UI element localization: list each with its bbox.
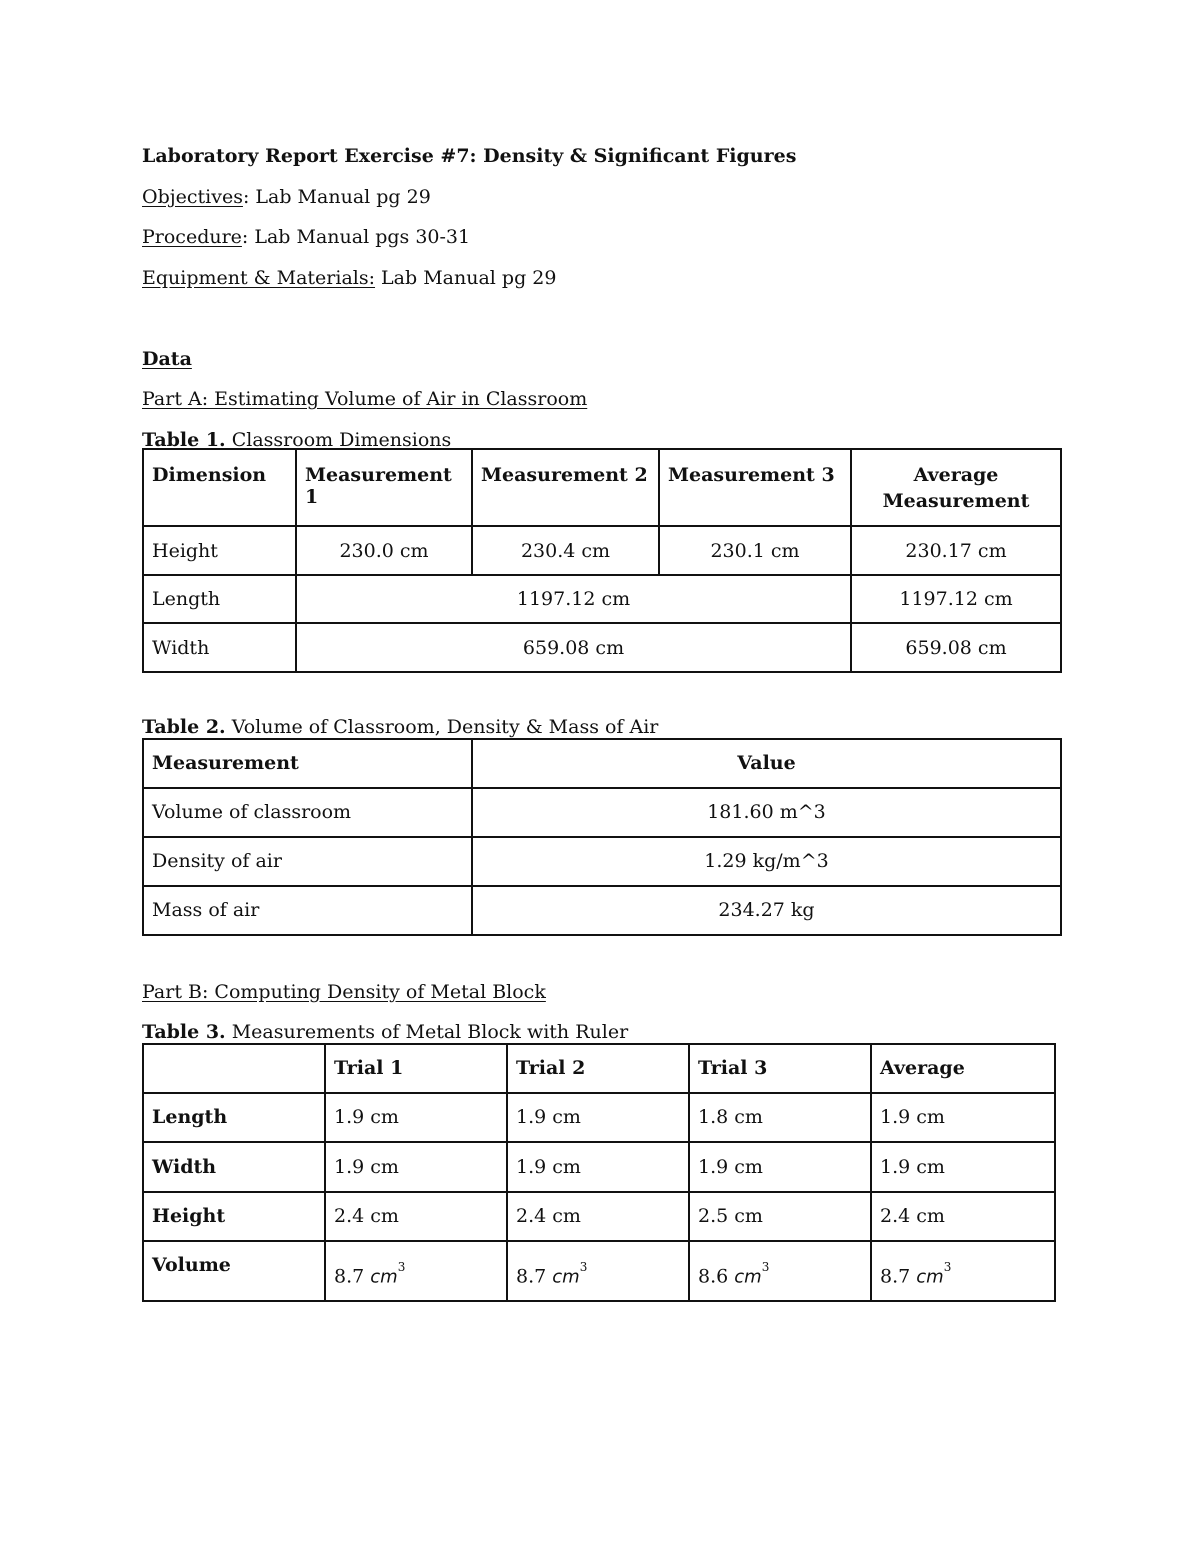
table-header: Trial 2 — [507, 1044, 689, 1093]
classroom-dimensions-table — [142, 448, 1062, 673]
table-row — [143, 623, 1061, 672]
table-cell: 1.29 kg/m^3 — [472, 837, 1061, 886]
table-header: Trial 1 — [325, 1044, 507, 1093]
table-cell: 2.4 cm — [871, 1192, 1055, 1241]
table-row — [143, 837, 1061, 886]
table-header: Measurement 1 — [296, 449, 472, 526]
volume-unit: cm — [552, 1266, 580, 1288]
table-row — [143, 1093, 1055, 1142]
volume-value: 8.7 — [516, 1265, 547, 1288]
table-cell: 1.9 cm — [507, 1142, 689, 1192]
table2-caption-text: Volume of Classroom, Density & Mass of Air — [225, 716, 659, 738]
volume-value: 8.7 — [334, 1265, 365, 1288]
table-cell: Length — [143, 575, 296, 623]
table-header — [143, 1044, 325, 1093]
table-header: Measurement 3 — [659, 449, 851, 526]
volume-value: 8.6 — [698, 1265, 729, 1288]
document-page — [142, 140, 1102, 1302]
table-row — [143, 1192, 1055, 1241]
table-header: Average Measurement — [851, 449, 1061, 526]
volume-cell — [507, 1241, 689, 1301]
table-header: Trial 3 — [689, 1044, 871, 1093]
table-row — [143, 526, 1061, 575]
table-cell: Volume of classroom — [143, 788, 472, 837]
table-cell: Width — [143, 623, 296, 672]
volume-exponent: 3 — [943, 1259, 952, 1274]
objectives-line — [142, 181, 1102, 222]
table-cell: 1.9 cm — [871, 1142, 1055, 1192]
table-cell-merged: 659.08 cm — [296, 623, 851, 672]
table2-caption-label: Table 2. — [142, 716, 226, 738]
row-label: Width — [143, 1142, 325, 1192]
volume-density-mass-table — [142, 738, 1062, 936]
objectives-value: : Lab Manual pg 29 — [242, 185, 431, 208]
table-cell: 1197.12 cm — [851, 575, 1061, 623]
table-cell: 230.4 cm — [472, 526, 659, 575]
table-cell: 230.17 cm — [851, 526, 1061, 575]
table-row — [143, 886, 1061, 935]
row-label: Volume — [143, 1241, 325, 1301]
procedure-label: Procedure — [142, 226, 242, 248]
spacer — [142, 673, 1102, 711]
volume-cell — [871, 1241, 1055, 1301]
volume-exponent: 3 — [579, 1259, 588, 1274]
table-cell: 230.0 cm — [296, 526, 472, 575]
spacer — [142, 936, 1102, 976]
table-cell: 659.08 cm — [851, 623, 1061, 672]
table-cell: 1.9 cm — [507, 1093, 689, 1142]
report-title: Laboratory Report Exercise #7: Density & Significant Figures — [142, 145, 797, 167]
volume-exponent: 3 — [397, 1259, 406, 1274]
table1-caption-label: Table 1. — [142, 428, 226, 451]
volume-unit: cm — [734, 1266, 762, 1288]
table-cell: Mass of air — [143, 886, 472, 935]
procedure-line — [142, 221, 1102, 262]
equipment-line — [142, 262, 1102, 303]
table-header: Measurement — [143, 739, 472, 788]
objectives-label: Objectives — [142, 185, 243, 208]
row-label: Height — [143, 1192, 325, 1241]
table-cell: 1.9 cm — [325, 1142, 507, 1192]
equipment-value: Lab Manual pg 29 — [375, 266, 557, 289]
table-row — [143, 1142, 1055, 1192]
table-cell: 2.4 cm — [325, 1192, 507, 1241]
spacer — [142, 302, 1102, 343]
row-label: Length — [143, 1093, 325, 1142]
volume-cell — [325, 1241, 507, 1301]
table-row — [143, 788, 1061, 837]
volume-value: 8.7 — [880, 1265, 911, 1288]
table-cell: 2.4 cm — [507, 1192, 689, 1241]
table3-caption-label: Table 3. — [142, 1021, 226, 1043]
table-cell: 1.9 cm — [689, 1142, 871, 1192]
equipment-label: Equipment & Materials: — [142, 266, 376, 289]
volume-unit: cm — [916, 1266, 944, 1288]
table-cell-merged: 1197.12 cm — [296, 575, 851, 623]
table-cell: 1.9 cm — [871, 1093, 1055, 1142]
table-cell: 2.5 cm — [689, 1192, 871, 1241]
volume-cell — [689, 1241, 871, 1301]
table-header: Average — [871, 1044, 1055, 1093]
volume-unit: cm — [370, 1266, 398, 1288]
table-cell: 234.27 kg — [472, 886, 1061, 935]
data-heading: Data — [142, 347, 192, 370]
procedure-value: : Lab Manual pgs 30-31 — [241, 226, 471, 248]
table-cell: 1.9 cm — [325, 1093, 507, 1142]
table-row — [143, 575, 1061, 623]
table3-caption-text: Measurements of Metal Block with Ruler — [225, 1021, 629, 1043]
table-cell: 181.60 m^3 — [472, 788, 1061, 837]
table1-caption-text: Classroom Dimensions — [225, 428, 452, 451]
table-cell: 230.1 cm — [659, 526, 851, 575]
part-a-heading: Part A: Estimating Volume of Air in Classroom — [142, 388, 588, 410]
table-header: Value — [472, 739, 1061, 788]
metal-block-table — [142, 1043, 1056, 1302]
table-header: Dimension — [143, 449, 296, 526]
table-cell: Height — [143, 526, 296, 575]
table-row — [143, 1241, 1055, 1301]
table-cell: 1.8 cm — [689, 1093, 871, 1142]
volume-exponent: 3 — [761, 1259, 770, 1274]
table-header: Measurement 2 — [472, 449, 659, 526]
part-b-heading: Part B: Computing Density of Metal Block — [142, 980, 546, 1003]
table-cell: Density of air — [143, 837, 472, 886]
